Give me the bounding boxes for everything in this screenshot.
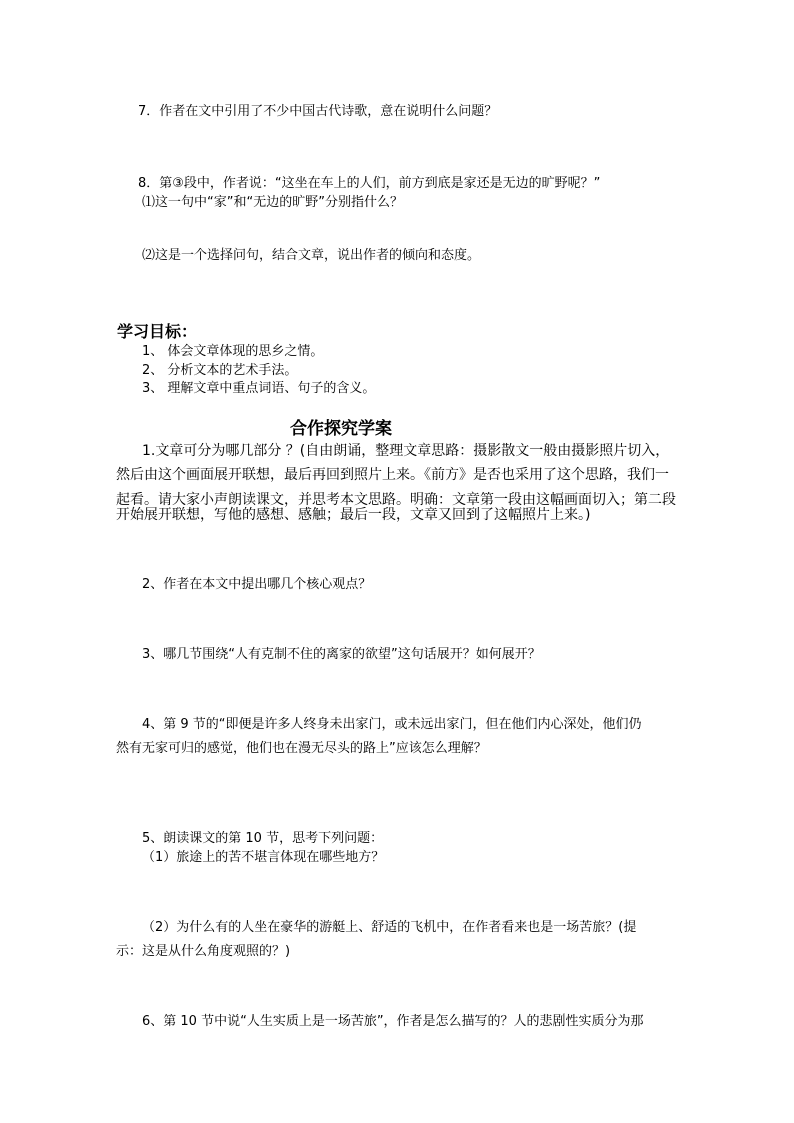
- goal-item: 3、 理解文章中重点词语、句子的含义。: [142, 381, 376, 396]
- question-5: 5、朗读课文的第 10 节，思考下列问题：: [142, 831, 384, 846]
- section-title: 合作探究学案: [290, 419, 392, 439]
- question-5-part-2-line: 示：这是从什么角度观照的？): [116, 944, 291, 959]
- question-5-part-1: （1）旅途上的苦不堪言体现在哪些地方？: [142, 850, 385, 865]
- paragraph-1-line: 开始展开联想，写他的感想、感触；最后一段，文章又回到了这幅照片上来。): [116, 507, 591, 523]
- paragraph-1-line: 然后由这个画面展开联想，最后再回到照片上来。《前方》是否也采用了这个思路，我们一: [116, 467, 669, 483]
- paragraph-1-line: 起看。请大家小声朗读课文，并思考本文思路。明确：文章第一段由这幅画面切入；第二段: [116, 492, 676, 508]
- goal-item: 2、 分析文本的艺术手法。: [142, 363, 298, 378]
- paragraph-1-line: 1.文章可分为哪几部分 ？(自由朗诵，整理文章思路：摄影散文一般由摄影照片切入，: [142, 443, 670, 459]
- goal-item: 1、 体会文章体现的思乡之情。: [142, 344, 324, 359]
- question-8: 8．第③段中，作者说：“这坐在车上的人们，前方到底是家还是无边的旷野呢？”: [138, 176, 601, 191]
- question-4-line: 然有无家可归的感觉，他们也在漫无尽头的路上”应该怎么理解？: [116, 741, 487, 756]
- question-8-part-2: ⑵这是一个选择问句，结合文章，说出作者的倾向和态度。: [142, 248, 481, 263]
- question-2: 2、作者在本文中提出哪几个核心观点？: [142, 577, 372, 592]
- question-6: 6、第 10 节中说“人生实质上是一场苦旅”，作者是怎么描写的？人的悲剧性实质分为那: [142, 1014, 644, 1029]
- question-8-part-1: ⑴这一句中“家”和“无边的旷野”分别指什么？: [142, 195, 403, 210]
- question-4-line: 4、第 9 节的“即便是许多人终身未出家门，或未远出家门，但在他们内心深处，他们仍: [142, 717, 642, 732]
- question-5-part-2-line: （2）为什么有的人坐在豪华的游艇上、舒适的飞机中，在作者看来也是一场苦旅？(提: [142, 920, 637, 935]
- question-7: 7．作者在文中引用了不少中国古代诗歌，意在说明什么问题？: [138, 104, 498, 119]
- goals-heading: 学习目标：: [117, 322, 198, 341]
- question-3: 3、哪几节围绕“人有克制不住的离家的欲望”这句话展开？如何展开？: [142, 647, 541, 662]
